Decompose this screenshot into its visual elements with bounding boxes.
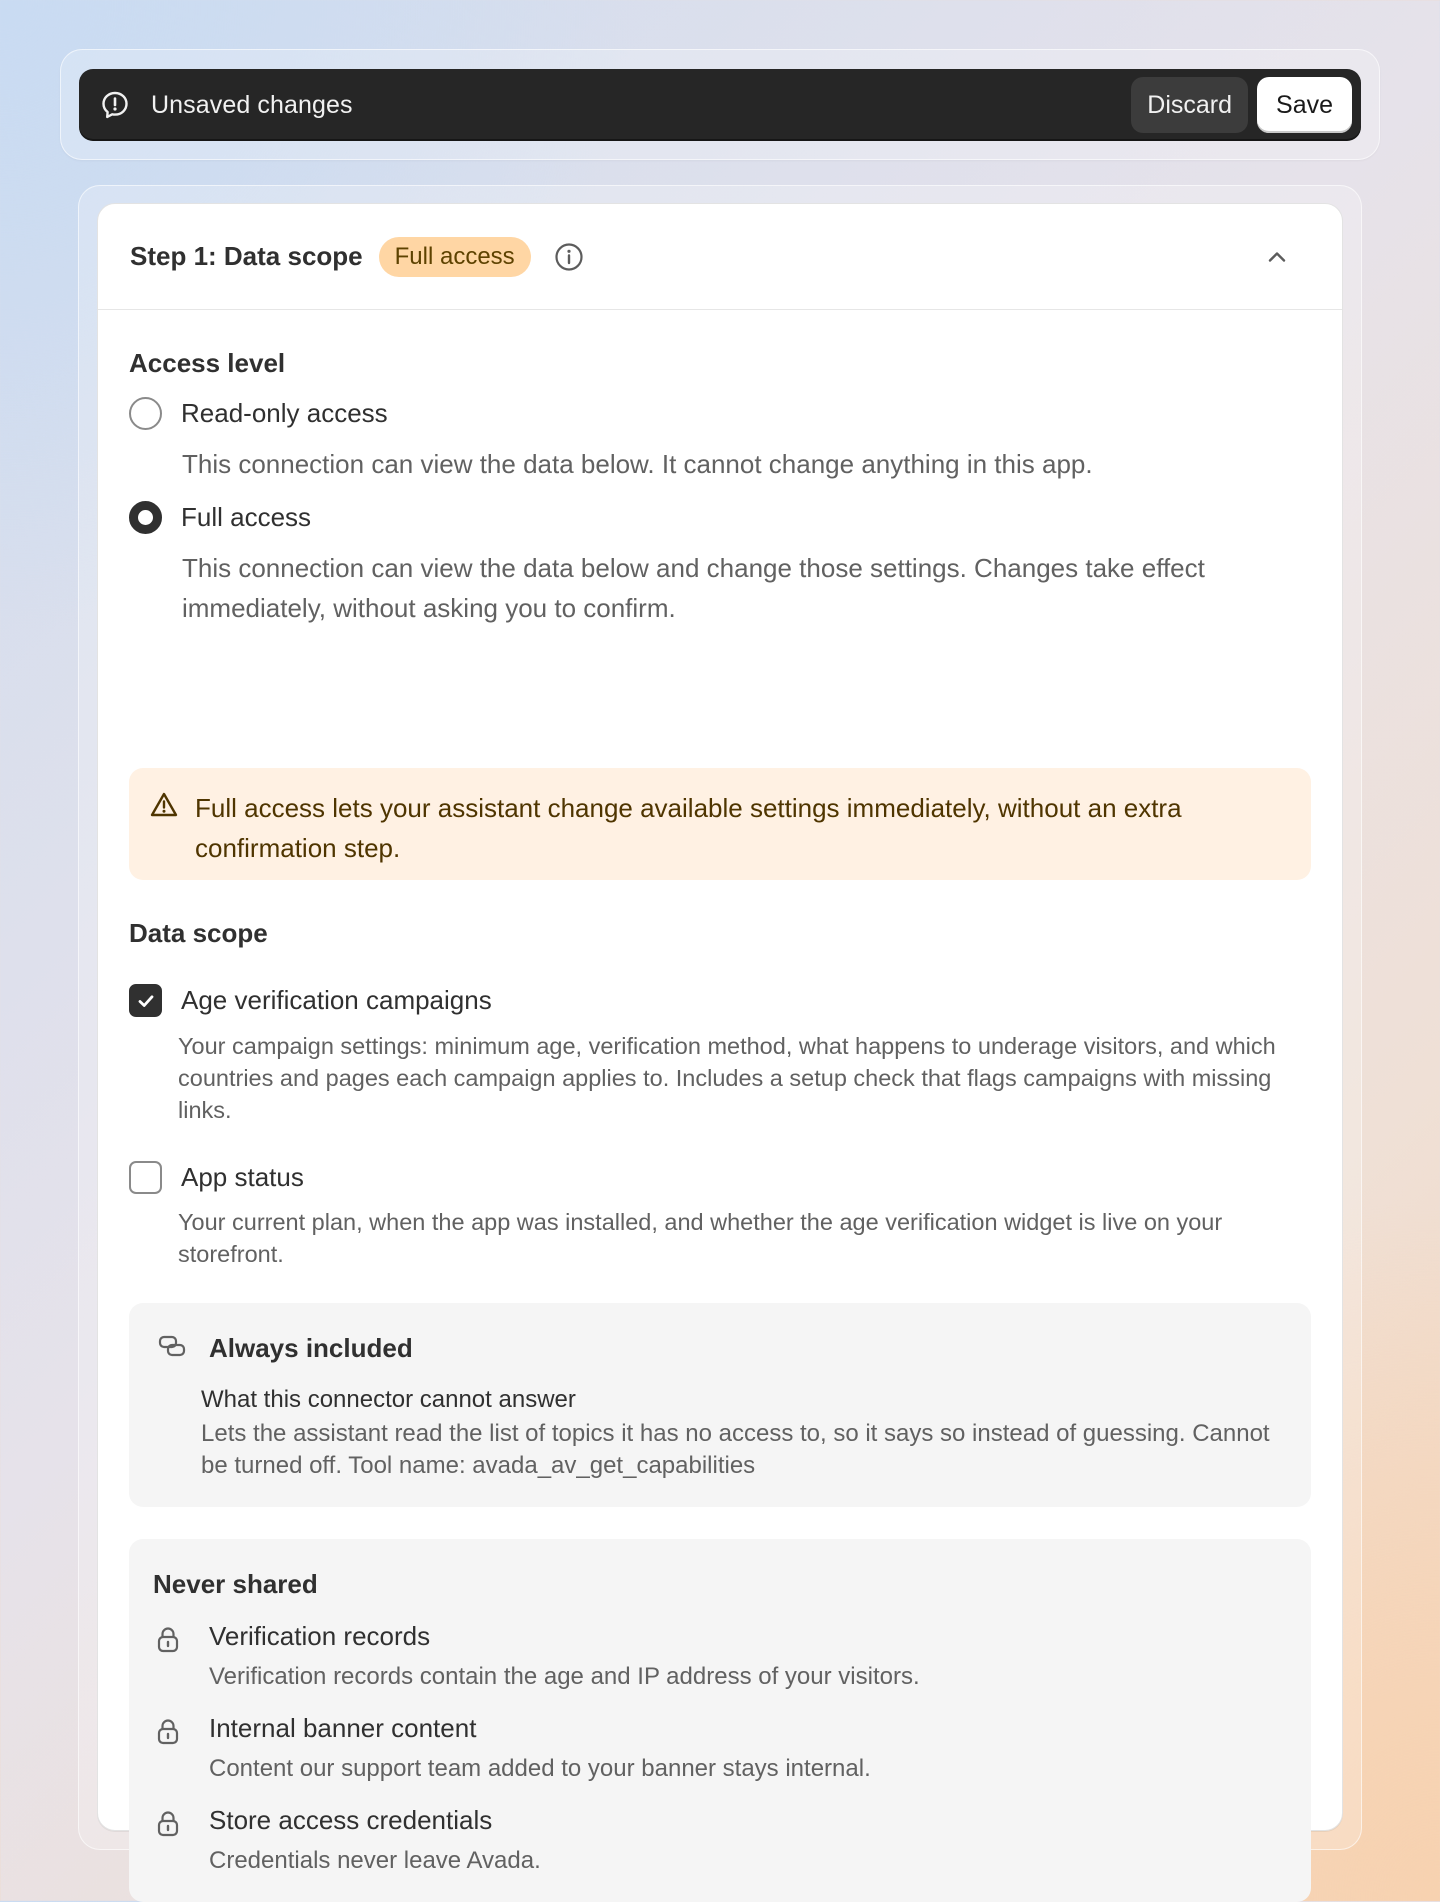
warning-triangle-icon <box>149 790 181 822</box>
checkbox-label: Age verification campaigns <box>181 985 492 1015</box>
info-icon[interactable] <box>553 241 585 273</box>
contextual-save-bar <box>79 69 1361 141</box>
never-shared-item-description: Credentials never leave Avada. <box>209 1847 541 1874</box>
checkbox-app-status[interactable] <box>129 1161 304 1194</box>
checkbox-checked[interactable] <box>129 984 162 1017</box>
always-included-heading: Always included <box>209 1333 413 1363</box>
checkbox-age-verification[interactable] <box>129 984 492 1017</box>
radio-button[interactable] <box>129 397 162 430</box>
never-shared-item-title: Internal banner content <box>209 1713 477 1743</box>
radio-description: This connection can view the data below and change those settings. Changes take effect immediately, without asking you to confirm. <box>182 553 1205 623</box>
checkmark-icon <box>135 990 157 1012</box>
lock-icon <box>153 1624 183 1654</box>
access-level-heading: Access level <box>129 348 286 378</box>
save-bar-title: Unsaved changes <box>151 90 353 119</box>
never-shared-item-title: Store access credentials <box>209 1805 493 1835</box>
checkbox-unchecked[interactable] <box>129 1161 162 1194</box>
checkbox-label: App status <box>181 1162 304 1192</box>
lock-icon <box>153 1808 183 1838</box>
always-included-item-description: Lets the assistant read the list of topics it has no access to, so it says so instead of guessing. Cannot be turned off. Tool name: avada_av_get_capabilities <box>201 1420 1270 1479</box>
never-shared-item-title: Verification records <box>209 1621 431 1651</box>
never-shared-item-description: Verification records contain the age and IP address of your visitors. <box>209 1663 920 1690</box>
save-button[interactable]: Save <box>1257 77 1352 133</box>
never-shared-item-description: Content our support team added to your banner stays internal. <box>209 1755 871 1782</box>
checkbox-description: Your campaign settings: minimum age, verification method, what happens to underage visitors, and which countries and pages each campaign applies to. Includes a setup check that flags campaigns with missing links. <box>178 1033 1276 1123</box>
checkbox-description: Your current plan, when the app was installed, and whether the age verification widget is live on your storefront. <box>178 1209 1223 1267</box>
link-icon <box>157 1331 187 1361</box>
discard-button[interactable]: Discard <box>1131 77 1248 133</box>
radio-label: Read-only access <box>181 398 388 428</box>
warning-text: Full access lets your assistant change available settings immediately, without an extra confirmation step. <box>195 793 1182 863</box>
radio-full-access[interactable] <box>129 501 311 534</box>
never-shared-heading: Never shared <box>153 1569 318 1599</box>
always-included-item-title: What this connector cannot answer <box>201 1386 576 1413</box>
radio-description: This connection can view the data below. It cannot change anything in this app. <box>182 449 1093 479</box>
step-title: Step 1: Data scope <box>130 241 363 271</box>
never-shared-panel <box>129 1539 1311 1902</box>
radio-label: Full access <box>181 502 312 532</box>
access-badge: Full access <box>379 237 531 277</box>
card-header[interactable] <box>98 204 1342 310</box>
full-access-warning-banner <box>129 768 1311 880</box>
chevron-up-icon[interactable] <box>1262 242 1292 272</box>
always-included-panel <box>129 1303 1311 1507</box>
radio-button-selected[interactable] <box>129 501 162 534</box>
radio-read-only[interactable] <box>129 397 388 430</box>
lock-icon <box>153 1716 183 1746</box>
data-scope-heading: Data scope <box>129 918 268 948</box>
data-scope-card <box>97 203 1343 1874</box>
alert-bubble-icon <box>99 89 131 121</box>
